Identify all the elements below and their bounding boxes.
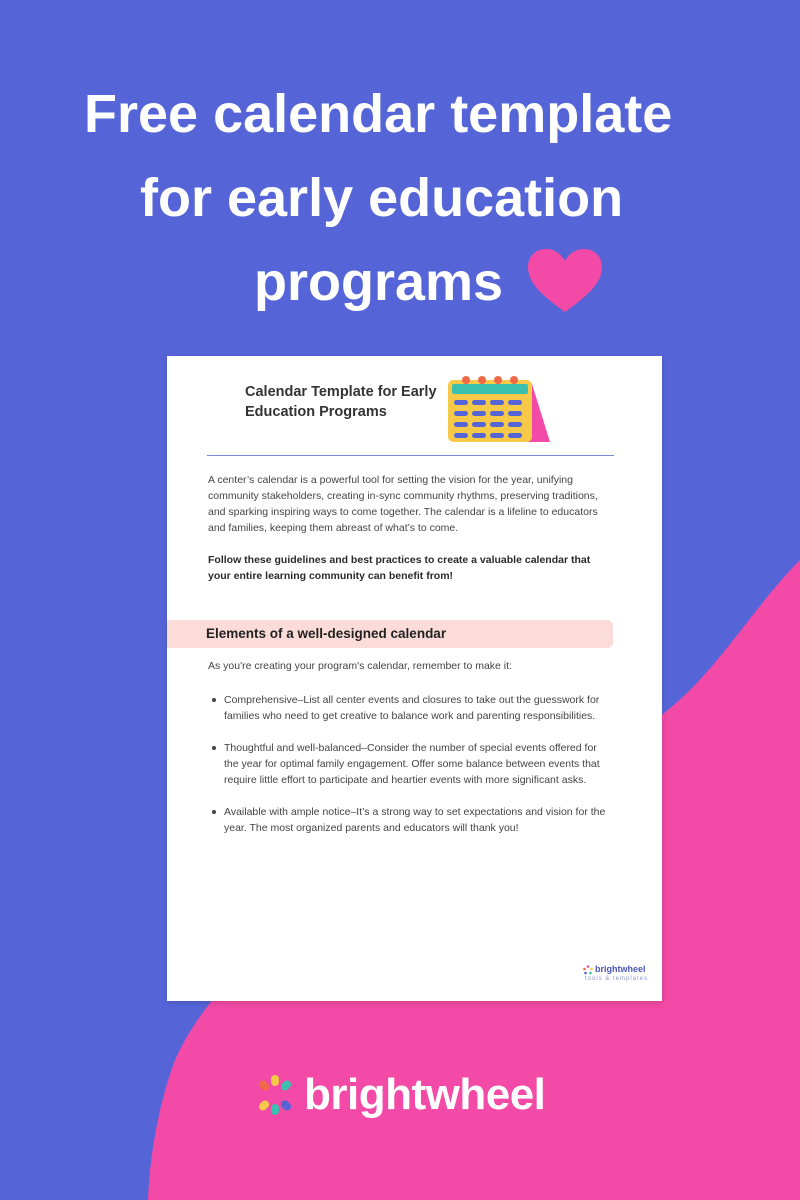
calendar-illustration [446,370,551,442]
bullet-dot-icon [212,698,216,702]
footer-logo-tagline: tools & templates [585,976,649,982]
document-preview [167,356,662,1001]
section-heading: Elements of a well-designed calendar [206,626,447,641]
section-heading-bar [167,620,613,648]
headline-line-1: Free calendar template [84,84,673,144]
bullet-dot-icon [212,810,216,814]
document-title: Calendar Template for Early Education Programs [245,384,437,420]
list-item-text: Available with ample notice–It’s a strong way to set expectations and vision for the year. The most organized parents and educators will thank you! [224,806,606,834]
list-item-text: Comprehensive–List all center events and closures to take out the guesswork for families who need to get creative to balance work and parenting responsibilities. [224,694,600,722]
title-divider [207,455,614,456]
brightwheel-logo-icon [583,965,593,975]
list-item [208,740,608,788]
document-footer-logo [583,964,651,988]
list-item [208,804,608,836]
bullet-dot-icon [212,746,216,750]
brightwheel-logo-icon [254,1074,296,1116]
headline-line-2: for early education [140,168,624,228]
intro-bold-paragraph: Follow these guidelines and best practices to create a valuable calendar that your entire learning community can benefit from! [208,554,591,582]
brand-wordmark: brightwheel [304,1070,546,1119]
intro-paragraph: A center’s calendar is a powerful tool for setting the vision for the year, unifying community stakeholders, creating in-sync community rhythms, preserving traditions, and sparking inspiring ways to come together. The calendar is a lifeline to educators and families, keeping them abreast of what’s to come. [208,474,598,534]
list-intro: As you're creating your program's calendar, remember to make it: [208,660,512,672]
list-item-text: Thoughtful and well-balanced–Consider the number of special events offered for the year for optimal family engagement. Offer some balance between events that require little effort to participate and heartier events with more significant asks. [224,742,600,786]
heart-icon [526,248,604,314]
footer-logo-wordmark: brightwheel [595,964,646,974]
bullet-list [208,692,608,852]
list-item [208,692,608,724]
brand-logo [254,1068,554,1128]
headline-line-3: programs [254,252,504,312]
